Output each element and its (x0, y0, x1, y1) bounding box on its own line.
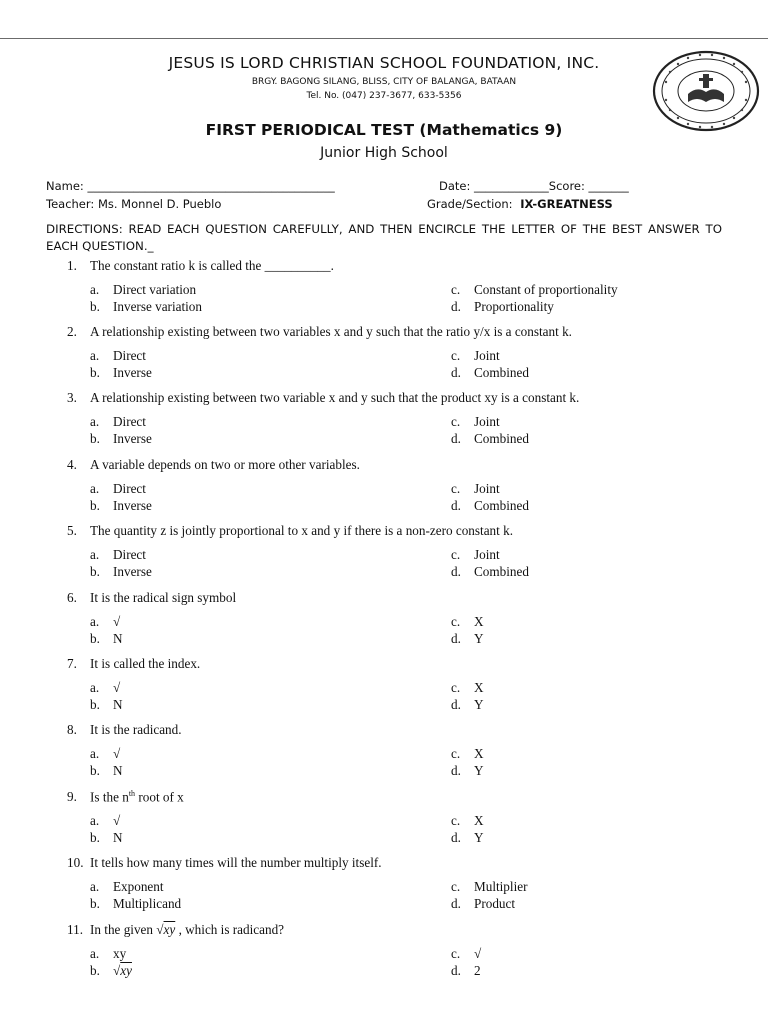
option-2-d (451, 365, 529, 381)
top-rule (0, 38, 768, 39)
option-text: Joint (474, 481, 500, 496)
question-text: It is called the index. (90, 656, 201, 671)
school-seal-icon (652, 50, 760, 132)
option-text: Y (474, 631, 484, 646)
option-11-c (451, 946, 481, 962)
option-11-d (451, 963, 481, 979)
option-text: Combined (474, 431, 529, 446)
name-blank: ___________________________________________ (87, 179, 335, 193)
option-letter: b. (90, 631, 100, 646)
option-1-c (451, 282, 618, 298)
option-11-b (90, 963, 132, 979)
question-number: 6. (67, 590, 77, 605)
option-letter: c. (451, 879, 461, 894)
option-4-a (90, 481, 146, 497)
question-text: A variable depends on two or more other variables. (90, 457, 360, 472)
option-4-b (90, 498, 152, 514)
test-title: FIRST PERIODICAL TEST (Mathematics 9) (205, 121, 563, 139)
option-letter: b. (90, 564, 100, 579)
directions: DIRECTIONS: READ EACH QUESTION CAREFULLY, AND THEN ENCIRCLE THE LETTER OF THE BEST ANSWER TO EACH QUESTION._ (46, 222, 722, 253)
option-text: xy (113, 946, 127, 961)
teacher-name: Ms. Monnel D. Pueblo (97, 197, 222, 211)
option-5-c (451, 547, 500, 563)
question-number: 3. (67, 390, 77, 405)
option-8-a (90, 746, 120, 762)
option-letter: b. (90, 365, 100, 380)
option-letter: d. (451, 763, 461, 778)
option-letter: c. (451, 746, 461, 761)
school-telephone: Tel. No. (047) 237-3677, 633-5356 (306, 91, 462, 101)
option-7-a (90, 680, 120, 696)
radical-expression (156, 922, 175, 937)
question-8 (67, 722, 182, 738)
option-text: Inverse variation (113, 299, 202, 314)
option-10-c (451, 879, 527, 895)
option-letter: a. (90, 614, 100, 629)
option-text: X (474, 813, 484, 828)
date-label: Date: (439, 179, 471, 193)
question-9 (67, 789, 184, 805)
option-letter: a. (90, 348, 100, 363)
option-letter: a. (90, 414, 100, 429)
score-label: Score: (548, 179, 585, 193)
option-letter: a. (90, 680, 100, 695)
option-text: Joint (474, 547, 500, 562)
question-number: 10. (67, 855, 84, 870)
option-letter: b. (90, 896, 100, 911)
option-7-c (451, 680, 484, 696)
option-letter: c. (451, 614, 461, 629)
teacher-label: Teacher: (46, 197, 95, 211)
option-1-d (451, 299, 554, 315)
option-letter: d. (451, 697, 461, 712)
question-text: Is the n (90, 789, 129, 805)
option-text: N (113, 697, 123, 712)
question-7 (67, 656, 200, 672)
school-address: BRGY. BAGONG SILANG, BLISS, CITY OF BALANGA, BATAAN (251, 77, 517, 87)
question-10 (67, 855, 382, 871)
option-letter: a. (90, 547, 100, 562)
option-3-c (451, 414, 500, 430)
option-3-a (90, 414, 146, 430)
option-text: Combined (474, 564, 529, 579)
option-2-b (90, 365, 152, 381)
option-5-a (90, 547, 146, 563)
question-number: 4. (67, 457, 77, 472)
option-8-d (451, 763, 484, 779)
option-text: Joint (474, 348, 500, 363)
option-letter: a. (90, 813, 100, 828)
option-text: Y (474, 830, 484, 845)
option-letter: b. (90, 830, 100, 845)
question-2 (67, 324, 572, 340)
option-letter: b. (90, 498, 100, 513)
option-letter: b. (90, 299, 100, 314)
question-number: 7. (67, 656, 77, 671)
option-letter: d. (451, 564, 461, 579)
radicand: xy (120, 963, 132, 978)
option-text: X (474, 680, 484, 695)
option-10-b (90, 896, 181, 912)
option-letter: d. (451, 431, 461, 446)
question-text-end: root of x (135, 789, 184, 805)
option-9-d (451, 830, 484, 846)
option-text: Direct (113, 414, 146, 429)
option-text: Inverse (113, 564, 152, 579)
question-number: 9. (67, 789, 77, 805)
option-letter: a. (90, 746, 100, 761)
superscript: th (128, 789, 136, 798)
option-text: Exponent (113, 879, 164, 894)
option-2-a (90, 348, 146, 364)
option-1-b (90, 299, 202, 315)
option-text: X (474, 614, 484, 629)
option-1-a (90, 282, 196, 298)
question-5 (67, 523, 513, 539)
option-5-b (90, 564, 152, 580)
option-letter: a. (90, 282, 100, 297)
option-5-d (451, 564, 529, 580)
option-text: √ (113, 813, 121, 828)
question-text: It is the radical sign symbol (90, 590, 237, 605)
option-text: Joint (474, 414, 500, 429)
option-4-c (451, 481, 500, 497)
option-letter: c. (451, 813, 461, 828)
option-7-d (451, 697, 484, 713)
option-text: Proportionality (474, 299, 554, 314)
option-3-d (451, 431, 529, 447)
option-text: Direct (113, 547, 146, 562)
option-letter: c. (451, 414, 461, 429)
option-6-c (451, 614, 484, 630)
option-7-b (90, 697, 123, 713)
teacher-line (46, 197, 221, 211)
option-9-c (451, 813, 484, 829)
question-number: 11. (67, 922, 83, 937)
option-letter: c. (451, 481, 461, 496)
option-text: Constant of proportionality (474, 282, 618, 297)
option-letter: c. (451, 680, 461, 695)
option-6-a (90, 614, 120, 630)
radical-sign: √ (156, 922, 164, 937)
option-letter: d. (451, 830, 461, 845)
option-text: N (113, 830, 123, 845)
option-text: Direct (113, 481, 146, 496)
option-letter: c. (451, 282, 461, 297)
option-11-a (90, 946, 126, 962)
option-2-c (451, 348, 500, 364)
question-text: A relationship existing between two variable x and y such that the product xy is a constant k. (90, 390, 580, 405)
option-letter: a. (90, 481, 100, 496)
radicand: xy (163, 922, 176, 937)
option-text: Product (474, 896, 516, 911)
option-letter: c. (451, 348, 461, 363)
name-line (46, 179, 335, 193)
question-text: The quantity z is jointly proportional to x and y if there is a non-zero constant k. (90, 523, 513, 538)
option-text: Inverse (113, 431, 152, 446)
question-number: 2. (67, 324, 77, 339)
option-text: N (113, 631, 123, 646)
option-6-d (451, 631, 484, 647)
option-8-b (90, 763, 123, 779)
option-text: √ (113, 614, 121, 629)
name-label: Name: (46, 179, 84, 193)
grade-value: IX-GREATNESS (520, 197, 613, 211)
option-letter: a. (90, 946, 100, 961)
option-text: Multiplicand (113, 896, 182, 911)
option-letter: a. (90, 879, 100, 894)
option-letter: b. (90, 763, 100, 778)
school-name: JESUS IS LORD CHRISTIAN SCHOOL FOUNDATION, INC. (168, 54, 600, 72)
date-blank: _____________ (474, 179, 549, 193)
option-text: Inverse (113, 365, 152, 380)
option-text: X (474, 746, 484, 761)
option-radical (113, 963, 132, 978)
option-letter: d. (451, 631, 461, 646)
option-text: N (113, 763, 123, 778)
option-3-b (90, 431, 152, 447)
question-text: In the given (90, 922, 157, 937)
option-text: Inverse (113, 498, 152, 513)
option-letter: d. (451, 365, 461, 380)
option-text: Combined (474, 498, 529, 513)
option-10-d (451, 896, 515, 912)
option-letter: b. (90, 963, 100, 978)
option-8-c (451, 746, 484, 762)
question-4 (67, 457, 360, 473)
radical-sign: √ (113, 963, 121, 978)
question-3 (67, 390, 579, 406)
option-letter: b. (90, 697, 100, 712)
question-text: The constant ratio k is called the __________. (90, 258, 334, 273)
option-text: Y (474, 697, 484, 712)
option-text: √ (113, 746, 121, 761)
question-text: A relationship existing between two variables x and y such that the ratio y/x is a constant k. (90, 324, 572, 339)
question-number: 1. (67, 258, 77, 273)
option-letter: d. (451, 498, 461, 513)
option-text: 2 (474, 963, 481, 978)
question-number: 5. (67, 523, 77, 538)
question-number: 8. (67, 722, 77, 737)
option-text: Direct variation (113, 282, 197, 297)
question-11 (67, 922, 284, 938)
option-text: Y (474, 763, 484, 778)
option-6-b (90, 631, 123, 647)
option-10-a (90, 879, 164, 895)
option-text: Multiplier (474, 879, 528, 894)
option-text: Direct (113, 348, 146, 363)
grade-label: Grade/Section: (427, 197, 513, 211)
grade-line (427, 197, 613, 211)
option-9-a (90, 813, 120, 829)
option-letter: d. (451, 896, 461, 911)
option-letter: c. (451, 946, 461, 961)
score-blank: _______ (588, 179, 629, 193)
option-letter: d. (451, 299, 461, 314)
option-text: √ (474, 946, 482, 961)
option-letter: b. (90, 431, 100, 446)
option-text: √ (113, 680, 121, 695)
question-text: It is the radicand. (90, 722, 182, 737)
option-9-b (90, 830, 123, 846)
question-1 (67, 258, 334, 274)
date-score-line (439, 179, 629, 193)
question-6 (67, 590, 236, 606)
option-letter: c. (451, 547, 461, 562)
option-text: Combined (474, 365, 529, 380)
question-text: It tells how many times will the number multiply itself. (90, 855, 382, 870)
question-text-end: , which is radicand? (175, 922, 285, 937)
option-letter: d. (451, 963, 461, 978)
option-4-d (451, 498, 529, 514)
test-subtitle: Junior High School (320, 145, 448, 161)
